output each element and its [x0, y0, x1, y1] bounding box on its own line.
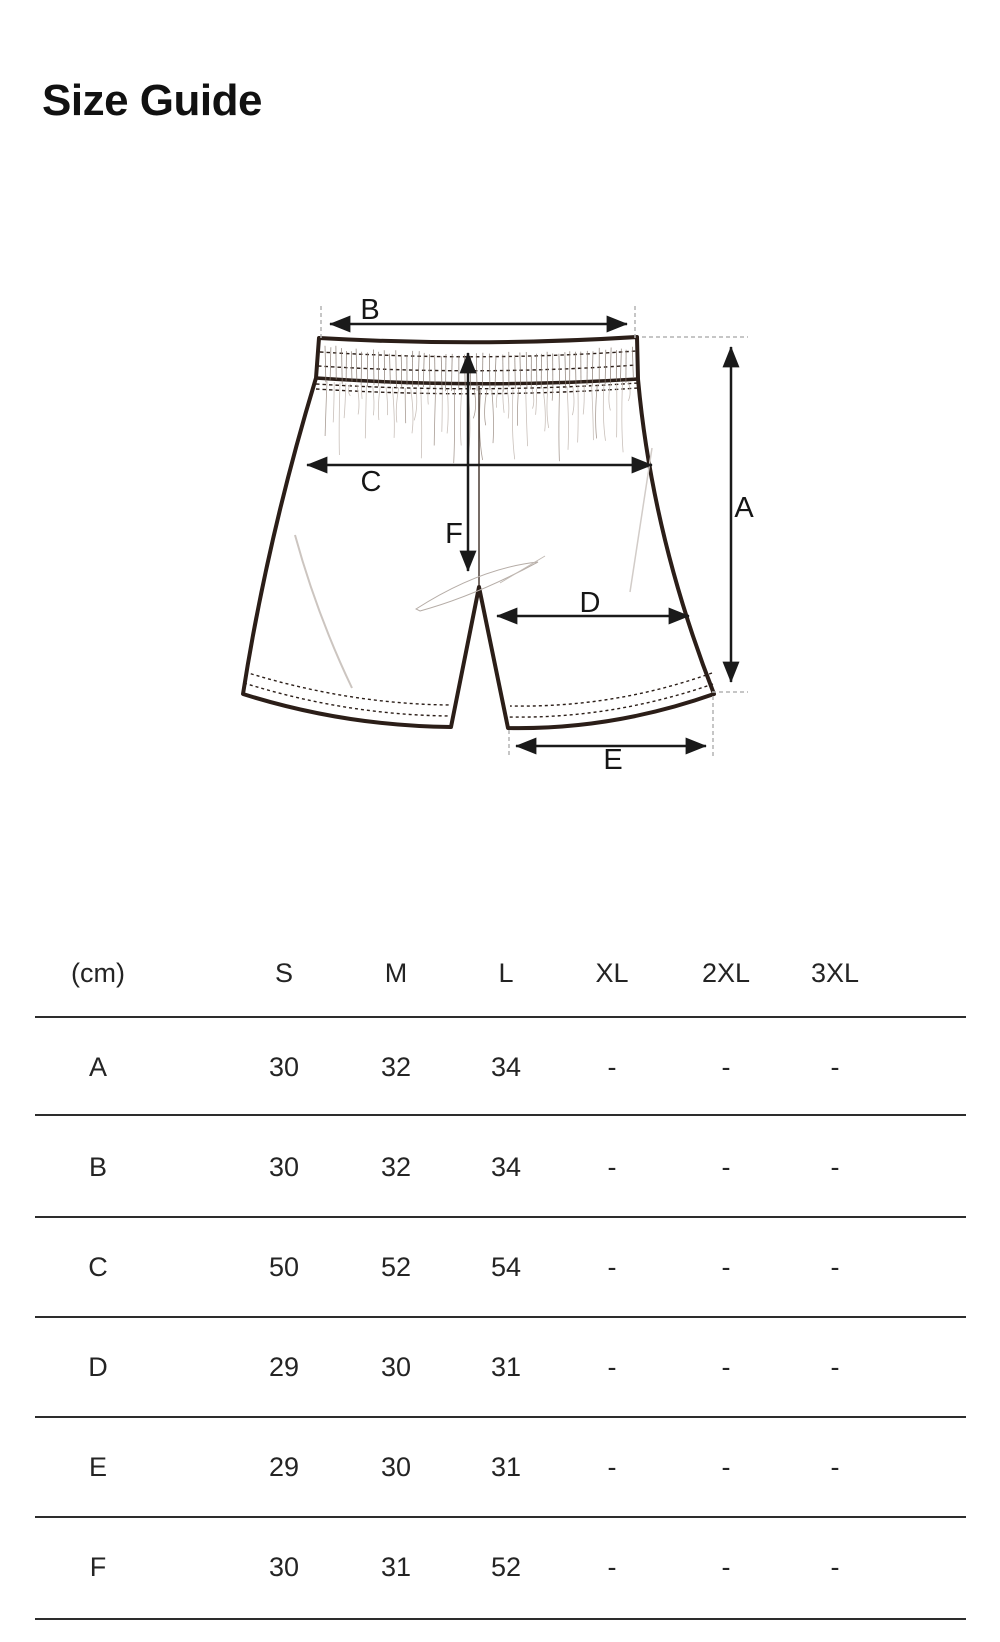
label-a: A [734, 492, 754, 524]
cell-d-l: 31 [490, 1352, 522, 1382]
cell-d-2xl: - [721, 1352, 731, 1382]
col-header-2xl: 2XL [701, 958, 751, 988]
row-label-d: D [88, 1352, 108, 1382]
table-rule [35, 1618, 966, 1620]
table-row [0, 1046, 1000, 1088]
table-rule [35, 1114, 966, 1116]
cell-a-l: 34 [490, 1052, 522, 1082]
cell-a-m: 32 [380, 1052, 412, 1082]
cell-c-xl: - [607, 1252, 617, 1282]
cell-e-xl: - [607, 1452, 617, 1482]
cell-f-s: 30 [268, 1552, 300, 1582]
row-label-b: B [88, 1152, 108, 1182]
table-header-row [0, 952, 1000, 994]
cell-e-2xl: - [721, 1452, 731, 1482]
page-title: Size Guide [42, 76, 262, 125]
cell-c-l: 54 [490, 1252, 522, 1282]
cell-b-m: 32 [380, 1152, 412, 1182]
unit-header: (cm) [71, 958, 125, 988]
cell-e-3xl: - [830, 1452, 840, 1482]
col-header-xl: XL [595, 958, 629, 988]
cell-d-m: 30 [380, 1352, 412, 1382]
cell-b-xl: - [607, 1152, 617, 1182]
label-b: B [360, 294, 380, 326]
cell-d-xl: - [607, 1352, 617, 1382]
table-rule [35, 1316, 966, 1318]
cell-a-xl: - [607, 1052, 617, 1082]
cell-c-3xl: - [830, 1252, 840, 1282]
cell-b-l: 34 [490, 1152, 522, 1182]
row-label-c: C [88, 1252, 108, 1282]
table-row [0, 1246, 1000, 1288]
cell-f-xl: - [607, 1552, 617, 1582]
label-c: C [360, 466, 382, 498]
cell-d-3xl: - [830, 1352, 840, 1382]
cell-f-2xl: - [721, 1552, 731, 1582]
cell-e-s: 29 [268, 1452, 300, 1482]
cell-c-s: 50 [268, 1252, 300, 1282]
cell-a-3xl: - [830, 1052, 840, 1082]
table-rule [35, 1416, 966, 1418]
col-header-3xl: 3XL [810, 958, 860, 988]
row-label-e: E [88, 1452, 108, 1482]
cell-e-l: 31 [490, 1452, 522, 1482]
label-d: D [579, 587, 601, 619]
row-label-a: A [88, 1052, 108, 1082]
cell-f-m: 31 [380, 1552, 412, 1582]
col-header-m: M [384, 958, 408, 988]
label-f: F [445, 518, 463, 550]
table-rule [35, 1016, 966, 1018]
table-row [0, 1146, 1000, 1188]
cell-b-2xl: - [721, 1152, 731, 1182]
cell-b-3xl: - [830, 1152, 840, 1182]
cell-c-m: 52 [380, 1252, 412, 1282]
cell-c-2xl: - [721, 1252, 731, 1282]
cell-a-s: 30 [268, 1052, 300, 1082]
label-e: E [603, 744, 623, 776]
col-header-l: L [498, 958, 514, 988]
cell-f-3xl: - [830, 1552, 840, 1582]
cell-b-s: 30 [268, 1152, 300, 1182]
table-row [0, 1546, 1000, 1588]
cell-d-s: 29 [268, 1352, 300, 1382]
table-row [0, 1346, 1000, 1388]
col-header-s: S [274, 958, 294, 988]
cell-e-m: 30 [380, 1452, 412, 1482]
shorts-outline [243, 337, 714, 728]
table-row [0, 1446, 1000, 1488]
table-rule [35, 1216, 966, 1218]
table-rule [35, 1516, 966, 1518]
cell-a-2xl: - [721, 1052, 731, 1082]
cell-f-l: 52 [490, 1552, 522, 1582]
row-label-f: F [89, 1552, 107, 1582]
